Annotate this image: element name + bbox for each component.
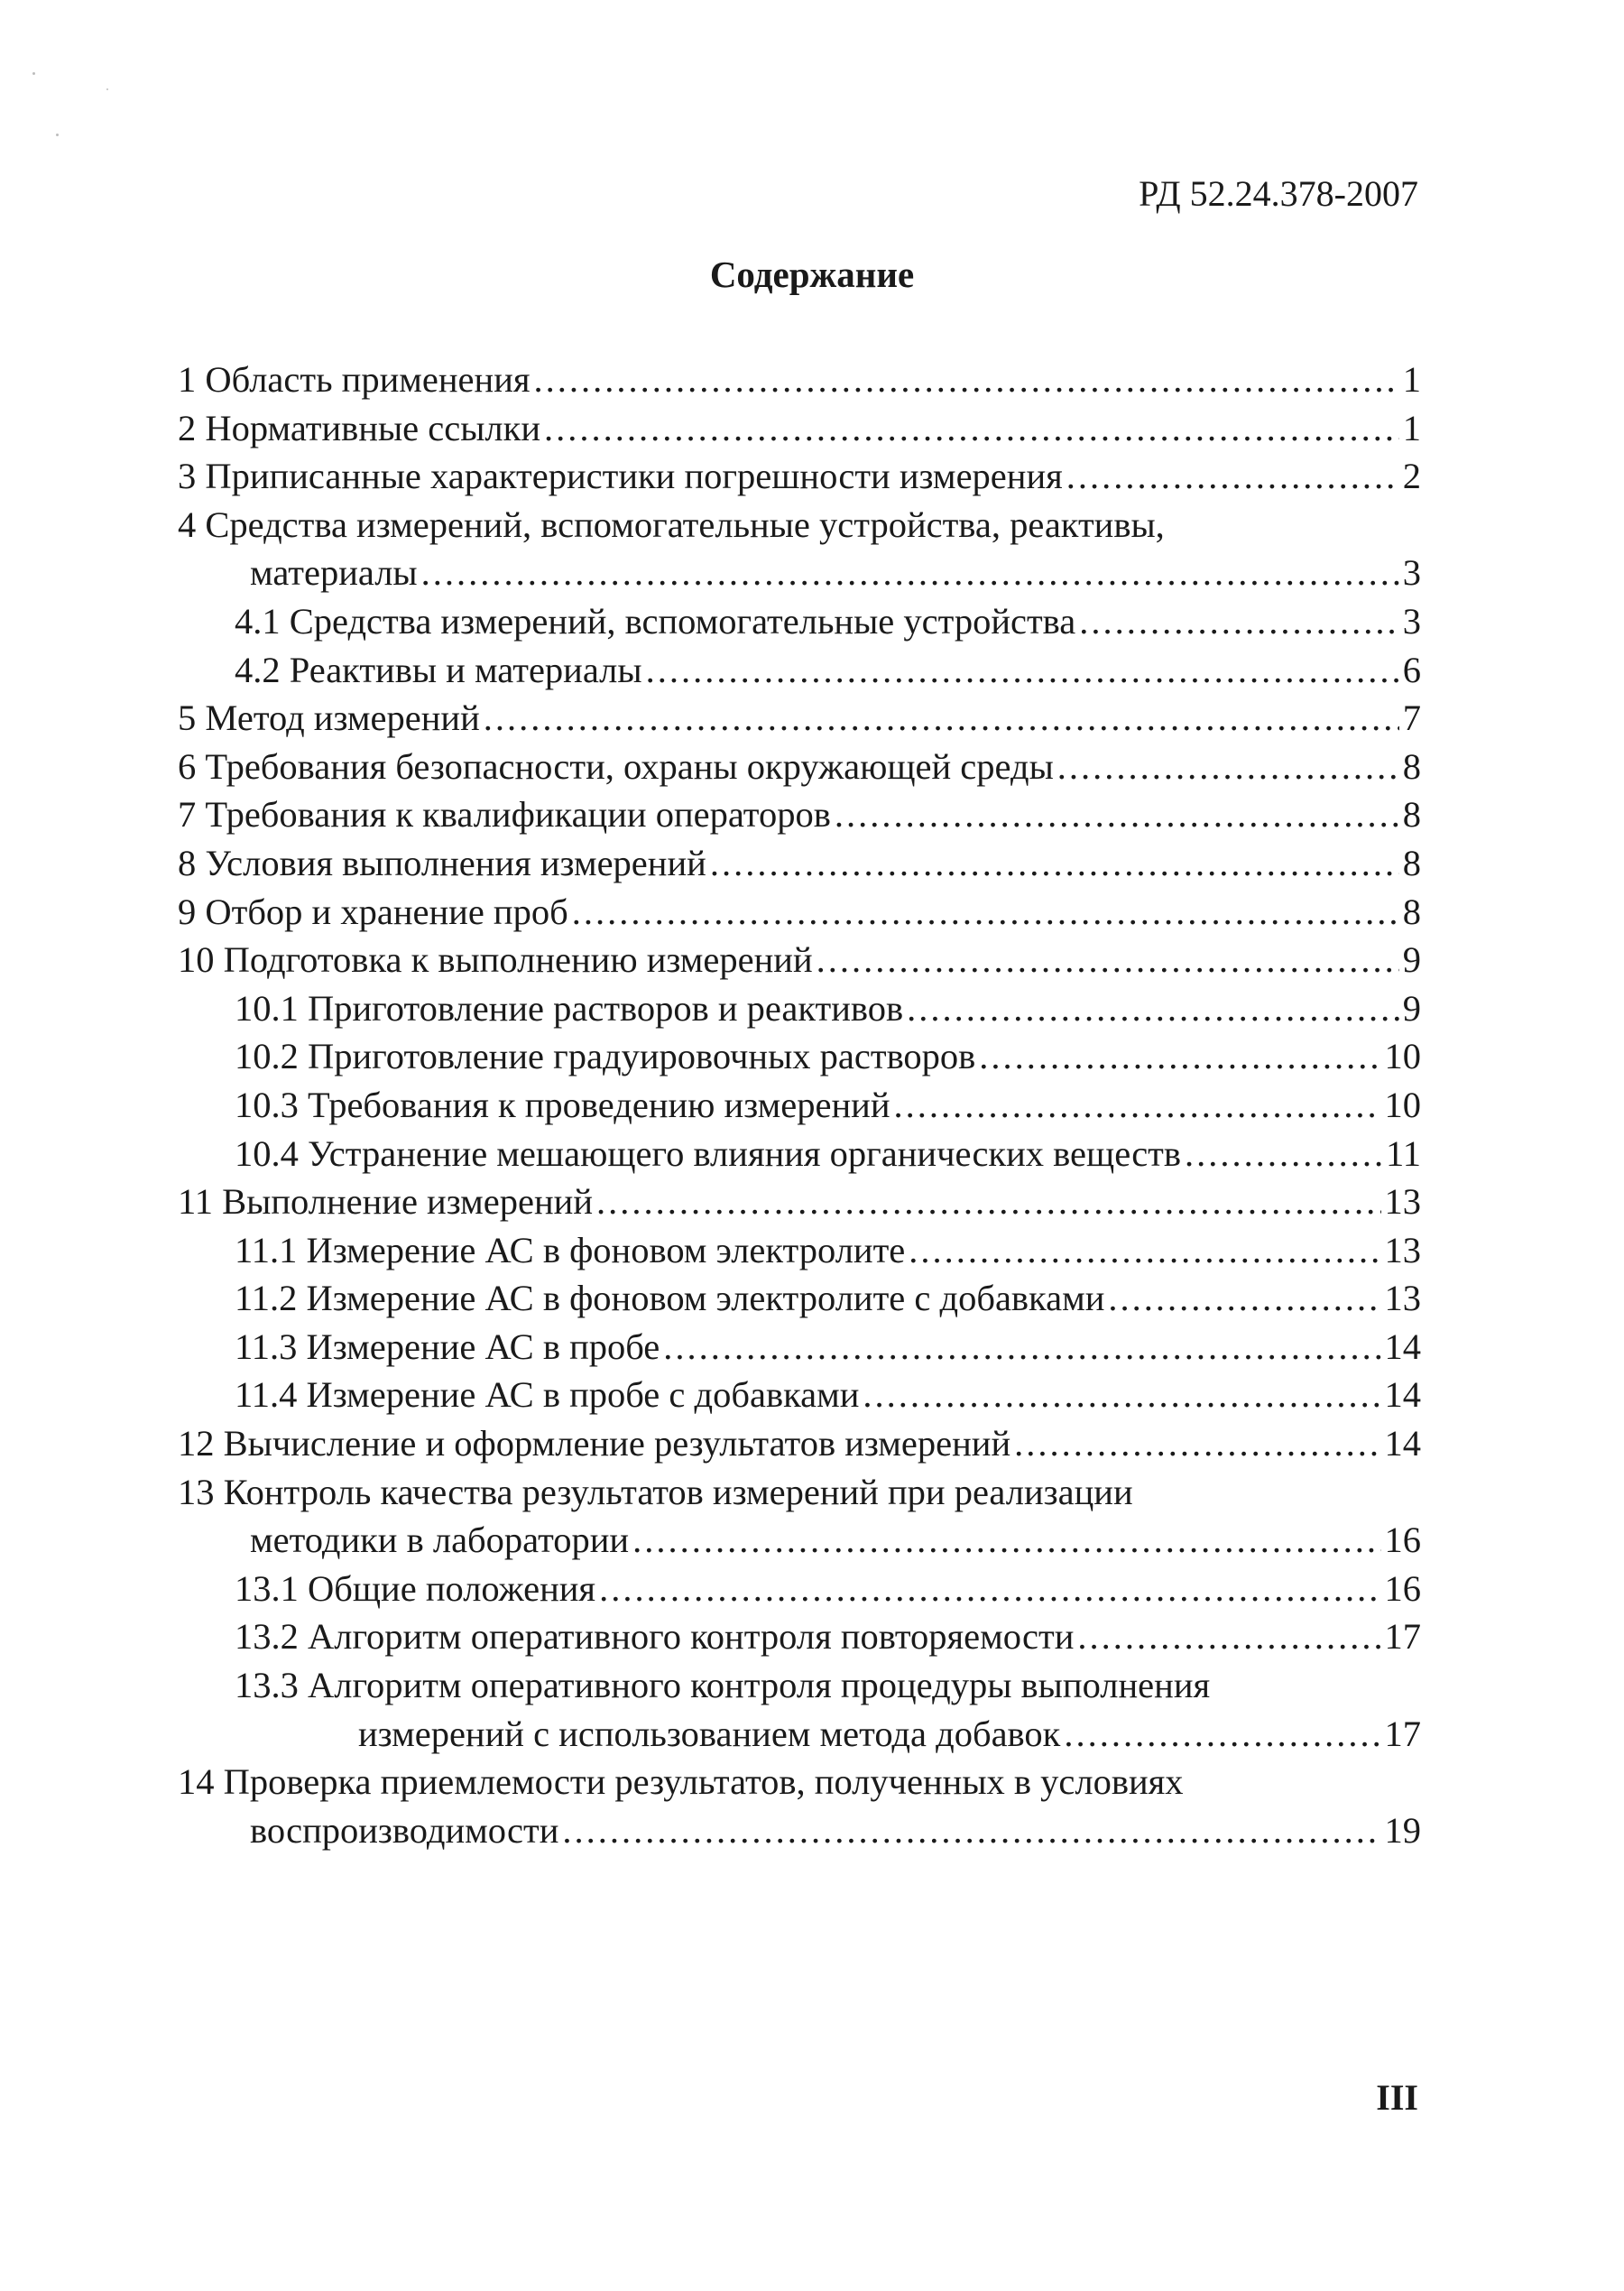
toc-entry[interactable] bbox=[178, 1323, 1421, 1372]
toc-dot-leader bbox=[1014, 1419, 1380, 1468]
toc-entry-page: 17 bbox=[1384, 1616, 1421, 1658]
toc-entry[interactable] bbox=[178, 1032, 1421, 1081]
toc-entry-title: 10.1 Приготовление растворов и реактивов bbox=[235, 987, 904, 1029]
toc-dot-leader bbox=[632, 1516, 1380, 1565]
toc-entry[interactable] bbox=[178, 1130, 1421, 1178]
toc-entry[interactable] bbox=[178, 597, 1421, 646]
toc-entry[interactable] bbox=[178, 790, 1421, 839]
toc-dot-leader bbox=[1066, 452, 1399, 501]
toc-entry-page: 14 bbox=[1384, 1374, 1421, 1416]
toc-dot-leader bbox=[663, 1323, 1380, 1372]
document-code: РД 52.24.378-2007 bbox=[1139, 173, 1418, 214]
toc-entry[interactable] bbox=[178, 839, 1421, 888]
toc-entry-page: 1 bbox=[1402, 359, 1421, 400]
toc-entry-page: 17 bbox=[1384, 1713, 1421, 1754]
toc-dot-leader bbox=[421, 549, 1399, 597]
toc-entry-title: 11.3 Измерение АС в пробе bbox=[235, 1326, 660, 1367]
toc-entry-title: 6 Требования безопасности, охраны окружающей среды bbox=[178, 745, 1054, 787]
toc-entry-page: 14 bbox=[1384, 1326, 1421, 1367]
toc-dot-leader bbox=[1064, 1710, 1380, 1759]
toc-entry-page: 16 bbox=[1384, 1520, 1421, 1561]
scan-speck bbox=[56, 134, 59, 136]
toc-entry-page: 2 bbox=[1402, 456, 1421, 497]
toc-entry-page: 16 bbox=[1384, 1567, 1421, 1609]
toc-entry-title: 1 Область применения bbox=[178, 359, 531, 400]
toc-entry-title: 2 Нормативные ссылки bbox=[178, 407, 540, 448]
table-of-contents bbox=[178, 356, 1421, 1854]
toc-entry[interactable] bbox=[178, 936, 1421, 984]
toc-entry-page: 1 bbox=[1402, 407, 1421, 448]
toc-entry-title: 14 Проверка приемлемости результатов, полученных в условиях bbox=[178, 1761, 1184, 1803]
toc-entry-page: 11 bbox=[1386, 1132, 1421, 1174]
toc-entry-title: 4.2 Реактивы и материалы bbox=[235, 649, 642, 690]
toc-dot-leader bbox=[909, 1226, 1380, 1275]
toc-entry-page: 3 bbox=[1402, 600, 1421, 642]
toc-entry-page: 8 bbox=[1402, 745, 1421, 787]
toc-entry[interactable] bbox=[178, 984, 1421, 1033]
toc-entry[interactable] bbox=[178, 452, 1421, 501]
page-title: Содержание bbox=[709, 254, 915, 295]
toc-entry-page: 7 bbox=[1402, 697, 1421, 739]
page-number: III bbox=[1376, 2077, 1418, 2118]
toc-dot-leader bbox=[1185, 1130, 1382, 1178]
toc-entry-title: 12 Вычисление и оформление результатов измерений bbox=[178, 1423, 1011, 1464]
toc-entry-title: 13.2 Алгоритм оперативного контроля повторяемости bbox=[235, 1616, 1075, 1658]
toc-entry-title: 3 Приписанные характеристики погрешности измерения bbox=[178, 456, 1063, 497]
toc-entry-title-continuation: измерений с использованием метода добавок bbox=[358, 1713, 1061, 1754]
toc-entry[interactable] bbox=[178, 404, 1421, 453]
toc-entry-page: 19 bbox=[1384, 1809, 1421, 1851]
toc-entry-title: 9 Отбор и хранение проб bbox=[178, 891, 568, 932]
toc-entry-title: 7 Требования к квалификации операторов bbox=[178, 794, 831, 836]
toc-entry-title: 4.1 Средства измерений, вспомогательные устройства bbox=[235, 600, 1076, 642]
toc-dot-leader bbox=[894, 1081, 1381, 1130]
toc-entry-page: 10 bbox=[1384, 1036, 1421, 1077]
toc-entry-title: 10.3 Требования к проведению измерений bbox=[235, 1084, 890, 1125]
toc-entry-title: 10.2 Приготовление градуировочных растворов bbox=[235, 1036, 976, 1077]
toc-dot-leader bbox=[1108, 1274, 1380, 1323]
toc-entry-title: 11 Выполнение измерений bbox=[178, 1181, 593, 1223]
toc-entry-title: 13.1 Общие положения bbox=[235, 1567, 596, 1609]
toc-entry[interactable] bbox=[178, 1178, 1421, 1226]
toc-entry-page: 13 bbox=[1384, 1278, 1421, 1319]
toc-entry-title: 8 Условия выполнения измерений bbox=[178, 842, 706, 883]
toc-entry[interactable] bbox=[178, 501, 1421, 597]
toc-dot-leader bbox=[979, 1032, 1380, 1081]
toc-entry[interactable] bbox=[178, 1081, 1421, 1130]
toc-entry-page: 3 bbox=[1402, 552, 1421, 594]
toc-entry-title: 11.4 Измерение АС в пробе с добавками bbox=[235, 1374, 860, 1416]
toc-entry[interactable] bbox=[178, 1468, 1421, 1565]
toc-entry-title-continuation: воспроизводимости bbox=[250, 1809, 559, 1851]
toc-dot-leader bbox=[599, 1565, 1380, 1613]
toc-entry[interactable] bbox=[178, 888, 1421, 937]
toc-entry-page: 10 bbox=[1384, 1084, 1421, 1125]
toc-dot-leader bbox=[710, 839, 1399, 888]
toc-entry[interactable] bbox=[178, 1274, 1421, 1323]
toc-entry-title: 10.4 Устранение мешающего влияния органических веществ bbox=[235, 1132, 1181, 1174]
toc-dot-leader bbox=[1079, 597, 1399, 646]
toc-entry-page: 9 bbox=[1402, 987, 1421, 1029]
toc-dot-leader bbox=[484, 694, 1399, 743]
toc-dot-leader bbox=[907, 984, 1399, 1033]
toc-entry-title: 13 Контроль качества результатов измерений при реализации bbox=[178, 1471, 1133, 1512]
toc-entry-page: 6 bbox=[1402, 649, 1421, 690]
toc-dot-leader bbox=[1077, 1612, 1380, 1661]
toc-entry[interactable] bbox=[178, 743, 1421, 791]
toc-dot-leader bbox=[534, 356, 1399, 404]
toc-dot-leader bbox=[863, 1371, 1380, 1419]
toc-entry[interactable] bbox=[178, 1226, 1421, 1275]
toc-entry-title-continuation: материалы bbox=[250, 552, 418, 594]
toc-entry-title: 4 Средства измерений, вспомогательные устройства, реактивы, bbox=[178, 503, 1165, 545]
toc-entry-page: 8 bbox=[1402, 891, 1421, 932]
toc-entry-page: 8 bbox=[1402, 842, 1421, 883]
toc-entry[interactable] bbox=[178, 1565, 1421, 1613]
toc-dot-leader bbox=[835, 790, 1399, 839]
toc-entry[interactable] bbox=[178, 1371, 1421, 1419]
toc-entry[interactable] bbox=[178, 1419, 1421, 1468]
toc-dot-leader bbox=[1057, 743, 1399, 791]
toc-entry-title: 11.1 Измерение АС в фоновом электролите bbox=[235, 1229, 906, 1270]
toc-entry-title: 10 Подготовка к выполнению измерений bbox=[178, 939, 813, 981]
toc-entry-title: 11.2 Измерение АС в фоновом электролите с добавками bbox=[235, 1278, 1105, 1319]
toc-entry[interactable] bbox=[178, 356, 1421, 404]
toc-entry-title: 5 Метод измерений bbox=[178, 697, 480, 739]
toc-entry-page: 8 bbox=[1402, 794, 1421, 836]
toc-entry[interactable] bbox=[178, 1758, 1421, 1854]
toc-entry-page: 14 bbox=[1384, 1423, 1421, 1464]
toc-entry[interactable] bbox=[178, 694, 1421, 743]
toc-entry[interactable] bbox=[178, 1612, 1421, 1661]
scan-speck bbox=[32, 72, 35, 75]
toc-entry-title: 13.3 Алгоритм оперативного контроля процедуры выполнения bbox=[235, 1665, 1211, 1706]
toc-entry-title-continuation: методики в лаборатории bbox=[250, 1520, 630, 1561]
toc-dot-leader bbox=[817, 936, 1399, 984]
toc-dot-leader bbox=[544, 404, 1399, 453]
toc-entry[interactable] bbox=[178, 1661, 1421, 1758]
toc-entry-page: 13 bbox=[1384, 1181, 1421, 1223]
scan-speck bbox=[106, 88, 108, 90]
toc-entry-page: 9 bbox=[1402, 939, 1421, 981]
toc-dot-leader bbox=[646, 646, 1399, 695]
toc-entry[interactable] bbox=[178, 646, 1421, 695]
toc-entry-page: 13 bbox=[1384, 1229, 1421, 1270]
toc-dot-leader bbox=[562, 1806, 1380, 1855]
toc-dot-leader bbox=[596, 1178, 1381, 1226]
toc-dot-leader bbox=[572, 888, 1399, 937]
